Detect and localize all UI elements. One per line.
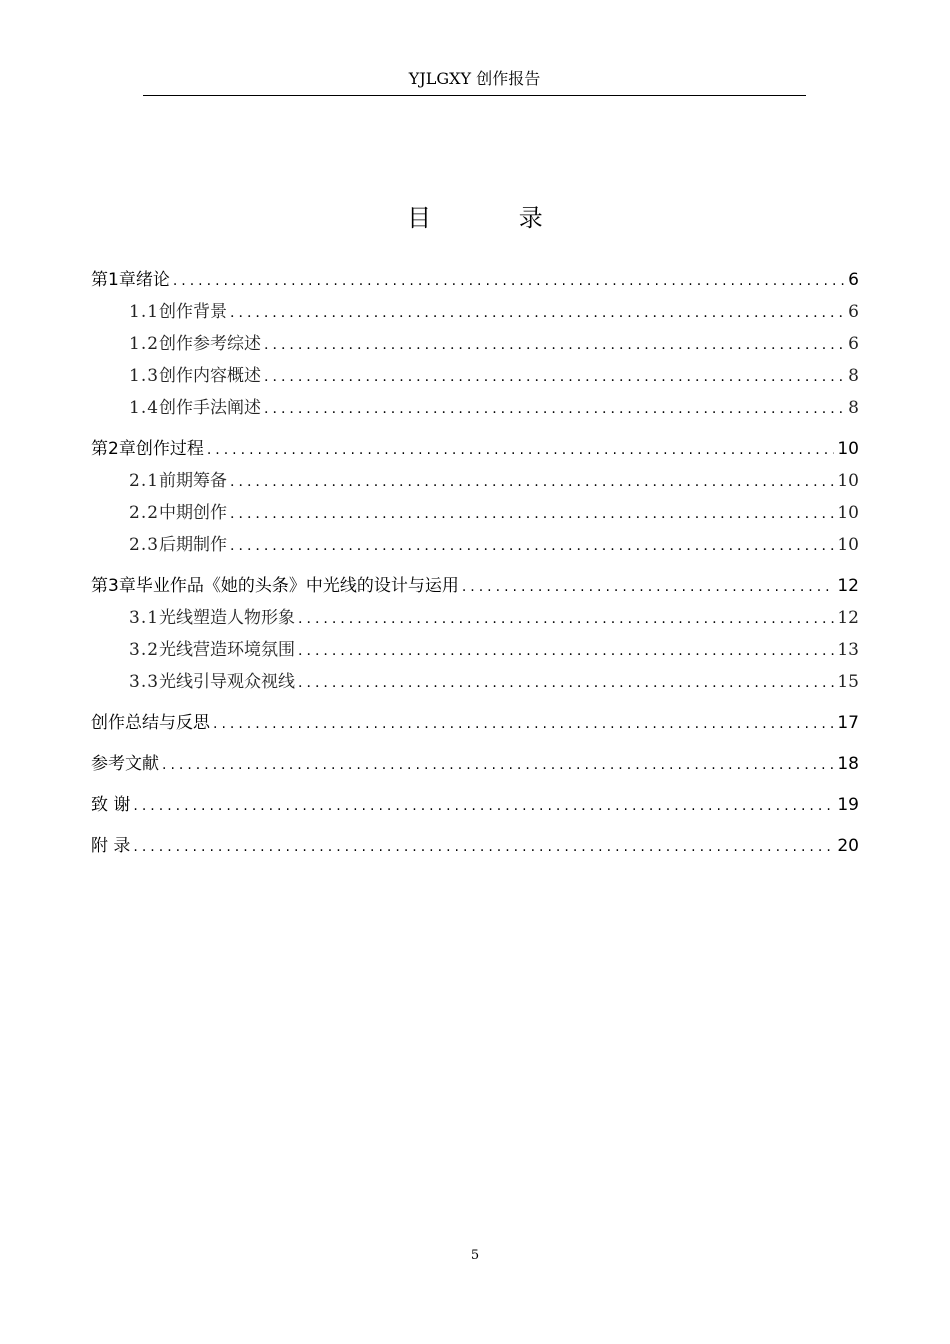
toc-entry-number: 2.2 [129,503,160,523]
toc-entry-label: 前期筹备 [159,471,228,491]
toc-entry-page: 15 [837,672,859,692]
toc-entry-label: 绪论 [135,270,170,290]
dot-leader [207,436,835,464]
toc-entry-page: 17 [837,713,859,733]
toc-entry-label: 创作总结与反思 [91,713,210,733]
page-number: 5 [470,1248,480,1263]
toc-entry-section[interactable] [91,499,859,531]
toc-entry-number: 2.3 [129,535,160,555]
toc-entry-label: 致 谢 [91,795,131,815]
toc-entry-chapter[interactable] [91,791,859,823]
toc-entry-section[interactable] [91,330,859,362]
toc-entry-label: 参考文献 [91,754,159,774]
dot-leader [230,468,834,496]
dot-leader [230,532,834,560]
dot-leader [298,637,834,665]
toc-entry-page: 8 [848,366,859,386]
dot-leader [462,573,835,601]
toc-entry-label: 光线引导观众视线 [159,672,296,692]
toc-entry-chapter[interactable] [91,266,859,298]
dot-leader [264,395,845,423]
dot-leader [133,833,834,861]
toc-entry-label: 光线营造环境氛围 [159,640,296,660]
toc-entry-page: 10 [837,439,859,459]
toc-entry-number: 第2章 [91,439,136,459]
toc-title: 目 录 [407,204,583,232]
toc-entry-page: 13 [837,640,859,660]
toc-entry-section[interactable] [91,394,859,426]
toc-entry-page: 10 [837,471,859,491]
toc-entry-label: 后期制作 [159,535,228,555]
toc-entry-number: 3.3 [129,672,160,692]
toc-entry-page: 10 [837,503,859,523]
toc-entry-number: 1.3 [129,366,160,386]
toc-entry-page: 12 [837,576,859,596]
dot-leader [230,500,834,528]
toc-entry-section[interactable] [91,362,859,394]
dot-leader [298,669,834,697]
toc-entry-chapter[interactable] [91,572,859,604]
dot-leader [162,751,834,779]
toc-entry-section[interactable] [91,636,859,668]
toc-entry-section[interactable] [91,668,859,700]
toc-entry-label: 创作参考综述 [159,334,262,354]
toc-entry-label: 附 录 [91,836,131,856]
toc-entry-chapter[interactable] [91,709,859,741]
dot-leader [230,299,845,327]
toc-entry-number: 3.2 [129,640,160,660]
toc-entry-label: 创作过程 [135,439,204,459]
toc-entry-section[interactable] [91,531,859,563]
toc-entry-label: 创作内容概述 [159,366,262,386]
toc-entry-number: 1.4 [129,398,160,418]
toc-entry-page: 8 [848,398,859,418]
toc-entry-chapter[interactable] [91,832,859,864]
toc-entry-page: 10 [837,535,859,555]
toc-entry-chapter[interactable] [91,435,859,467]
toc-entry-page: 19 [837,795,859,815]
page-header: YJLGXY 创作报告 [143,66,806,96]
dot-leader [264,331,845,359]
toc-entry-page: 18 [837,754,859,774]
toc-entry-section[interactable] [91,298,859,330]
dot-leader [213,710,834,738]
toc-entry-label: 创作手法阐述 [159,398,262,418]
toc-entry-label: 光线塑造人物形象 [159,608,296,628]
toc-entry-page: 6 [848,334,859,354]
table-of-contents [91,266,859,864]
toc-entry-page: 6 [848,270,859,290]
toc-entry-page: 20 [837,836,859,856]
toc-entry-page: 6 [848,302,859,322]
toc-entry-number: 1.2 [129,334,160,354]
toc-entry-label: 创作背景 [159,302,228,322]
dot-leader [298,605,834,633]
toc-entry-page: 12 [837,608,859,628]
dot-leader [133,792,834,820]
toc-entry-number: 3.1 [129,608,160,628]
dot-leader [173,267,845,295]
dot-leader [264,363,845,391]
toc-entry-number: 2.1 [129,471,160,491]
toc-entry-number: 第3章 [91,576,136,596]
toc-entry-number: 第1章 [91,270,136,290]
toc-entry-chapter[interactable] [91,750,859,782]
toc-entry-section[interactable] [91,604,859,636]
toc-entry-label: 中期创作 [159,503,228,523]
toc-entry-number: 1.1 [129,302,160,322]
toc-entry-section[interactable] [91,467,859,499]
toc-entry-label: 毕业作品《她的头条》中光线的设计与运用 [135,576,459,596]
